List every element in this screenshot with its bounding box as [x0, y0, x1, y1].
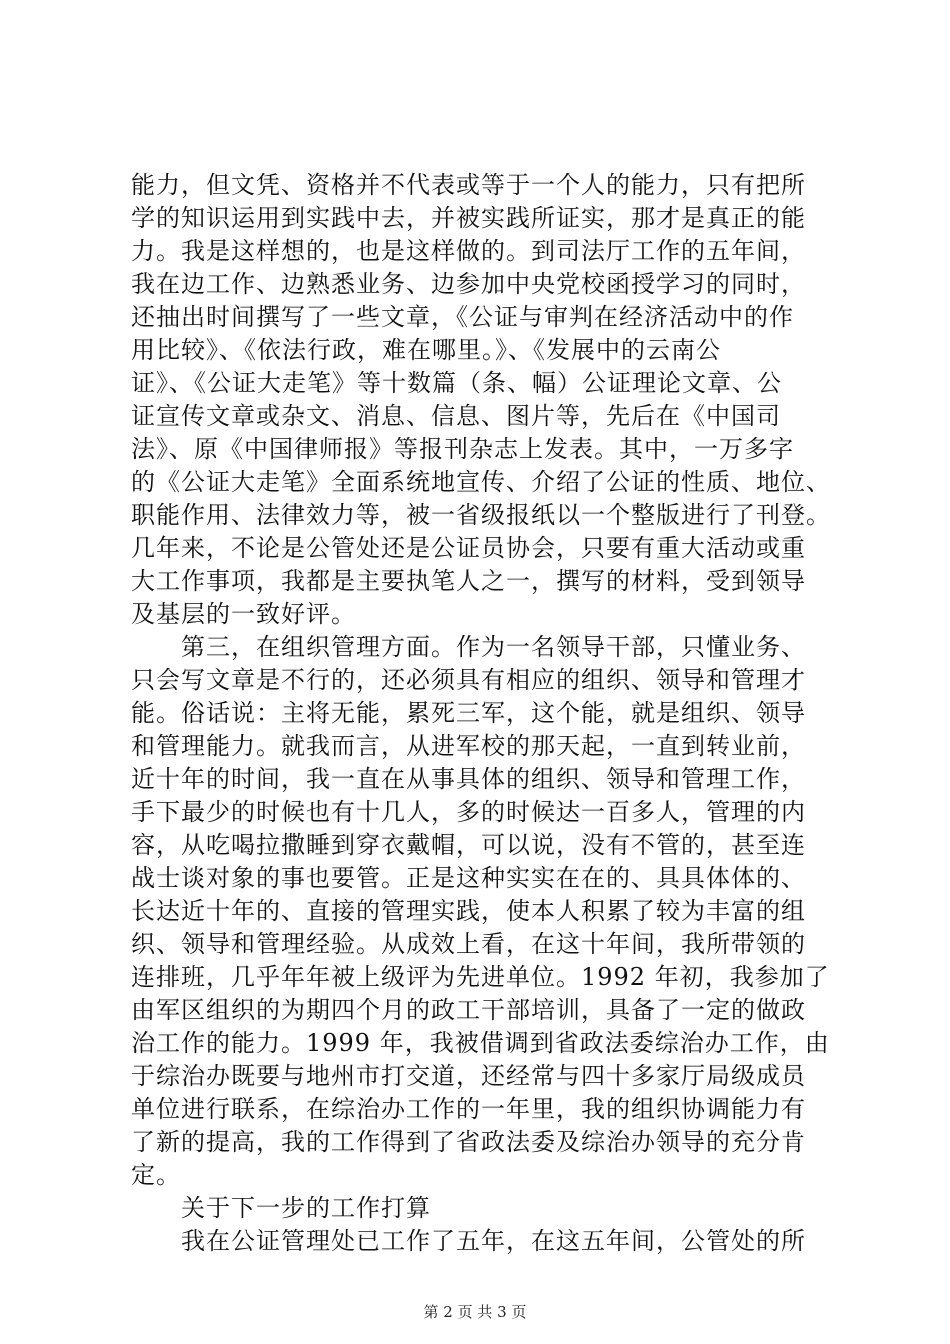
text-line: 能。俗话说：主将无能，累死三军，这个能，就是组织、领导	[131, 699, 806, 727]
text-line: 只会写文章是不行的，还必须具有相应的组织、领导和管理才	[131, 666, 806, 694]
text-line: 治工作的能力。1999 年，我被借调到省政法委综治办工作，由	[131, 1029, 830, 1057]
text-line: 法》、原《中国律师报》等报刊杂志上发表。其中，一万多字	[131, 435, 794, 463]
text-line: 手下最少的时候也有十几人，多的时候达一百多人，管理的内	[131, 798, 806, 826]
text-line: 大工作事项，我都是主要执笔人之一，撰写的材料，受到领导	[131, 567, 806, 595]
text-line: 证》、《公证大走笔》等十数篇（条、幅）公证理论文章、公	[131, 369, 782, 397]
text-line: 由军区组织的为期四个月的政工干部培训，具备了一定的做政	[131, 996, 806, 1024]
page-footer	[0, 1302, 950, 1322]
text-line: 连排班，几乎年年被上级评为先进单位。1992 年初，我参加了	[131, 963, 830, 991]
text-line: 第三，在组织管理方面。作为一名领导干部，只懂业务、	[131, 633, 806, 661]
text-line: 了新的提高，我的工作得到了省政法委及综治办领导的充分肯	[131, 1128, 806, 1156]
text-line: 我在边工作、边熟悉业务、边参加中央党校函授学习的同时，	[131, 270, 806, 298]
section-heading: 关于下一步的工作打算	[131, 1194, 431, 1222]
text-line: 长达近十年的、直接的管理实践，使本人积累了较为丰富的组	[131, 897, 806, 925]
text-line: 力。我是这样想的，也是这样做的。到司法厅工作的五年间，	[131, 237, 806, 265]
text-line: 用比较》、《依法行政，难在哪里。》、《发展中的云南公	[131, 336, 721, 364]
text-line: 于综治办既要与地州市打交道，还经常与四十多家厅局级成员	[131, 1062, 806, 1090]
text-line: 近十年的时间，我一直在从事具体的组织、领导和管理工作，	[131, 765, 806, 793]
text-line: 学的知识运用到实践中去，并被实践所证实，那才是真正的能	[131, 204, 806, 232]
text-line: 及基层的一致好评。	[131, 600, 356, 628]
text-line: 职能作用、法律效力等，被一省级报纸以一个整版进行了刊登。	[131, 501, 831, 529]
text-line: 的《公证大走笔》全面系统地宣传、介绍了公证的性质、地位、	[131, 468, 831, 496]
text-line: 证宣传文章或杂文、消息、信息、图片等，先后在《中国司	[131, 402, 781, 430]
page-number-label: 第 2 页 共 3 页	[423, 1303, 527, 1321]
text-line: 和管理能力。就我而言，从进军校的那天起，一直到转业前，	[131, 732, 806, 760]
text-line: 织、领导和管理经验。从成效上看，在这十年间，我所带领的	[131, 930, 806, 958]
text-line: 战士谈对象的事也要管。正是这种实实在在的、具具体体的、	[131, 864, 806, 892]
text-line: 能力，但文凭、资格并不代表或等于一个人的能力，只有把所	[131, 171, 806, 199]
text-line: 容，从吃喝拉撒睡到穿衣戴帽，可以说，没有不管的，甚至连	[131, 831, 806, 859]
text-line: 几年来，不论是公管处还是公证员协会，只要有重大活动或重	[131, 534, 806, 562]
text-line: 我在公证管理处已工作了五年，在这五年间，公管处的所	[131, 1227, 806, 1255]
text-line: 还抽出时间撰写了一些文章，《公证与审判在经济活动中的作	[131, 303, 794, 331]
text-line: 单位进行联系，在综治办工作的一年里，我的组织协调能力有	[131, 1095, 806, 1123]
text-line: 定。	[131, 1161, 181, 1189]
